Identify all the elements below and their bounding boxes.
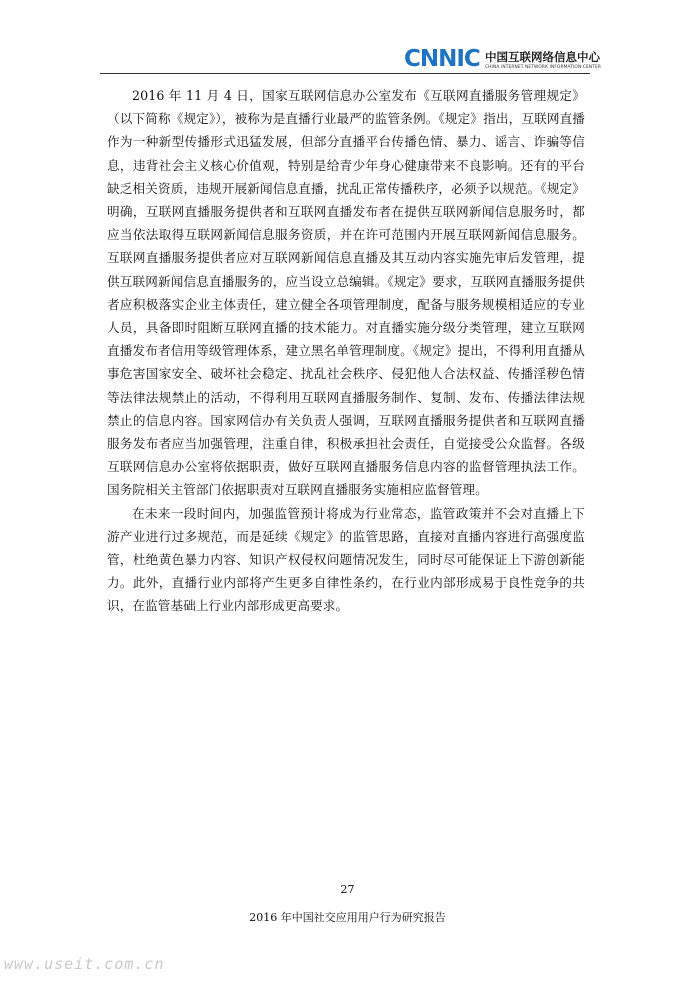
paragraph: 2016 年 11 月 4 日，国家互联网信息办公室发布《互联网直播服务管理规定》（以下简称《规定》），被称为是直播行业最严的监管条例。《规定》指出，互联网直播作为一种新型传播形式迅猛发展，但部分直播平台传播色情、暴力、谣言、诈骗等信息，违背社会主义核心价值观，特别是给青少年身心健康带来不良影响。还有的平台缺乏相关资质，违规开展新闻信息直播，扰乱正常传播秩序，必须予以规范。《规定》明确，互联网直播服务提供者和互联网直播发布者在提供互联网新闻信息服务时，都应当依法取得互联网新闻信息服务资质，并在许可范围内开展互联网新闻信息服务。互联网直播服务提供者应对互联网新闻信息直播及其互动内容实施先审后发管理，提供互联网新闻信息直播服务的，应当设立总编辑。《规定》要求，互联网直播服务提供者应积极落实企业主体责任，建立健全各项管理制度，配备与服务规模相适应的专业人员，具备即时阻断互联网直播的技术能力。对直播实施分级分类管理，建立互联网直播发布者信用等级管理体系，建立黑名单管理制度。《规定》提出，不得利用直播从事危害国家安全、破坏社会稳定、扰乱社会秩序、侵犯他人合法权益、传播淫秽色情等法律法规禁止的活动，不得利用互联网直播服务制作、复制、发布、传播法律法规禁止的信息内容。国家网信办有关负责人强调，互联网直播服务提供者和互联网直播服务发布者应当加强管理，注重自律，积极承担社会责任，自觉接受公众监督。各级互联网信息办公室将依据职责，做好互联网直播服务信息内容的监督管理执法工作。国务院相关主管部门依据职责对互联网直播服务实施相应监督管理。 — [107, 88, 585, 498]
org-name-en: CHINA INTERNET NETWORK INFORMATION CENTER — [485, 65, 601, 70]
page-number: 27 — [340, 883, 355, 896]
watermark-text: www.useit.com.cn — [4, 955, 165, 973]
org-name-cn: 中国互联网络信息中心 — [485, 50, 600, 64]
cnnic-logo-mark: CNNIC — [404, 46, 480, 72]
paragraph: 在未来一段时间内，加强监管预计将成为行业常态，监管政策并不会对直播上下游产业进行过多规范，而是延续《规定》的监管思路，直接对直播内容进行高强度监管，杜绝黄色暴力内容、知识产权侵权问题情况发生，同时尽可能保证上下游创新能力。此外，直播行业内部将产生更多自律性条约，在行业内部形成易于良性竞争的共识，在监管基础上行业内部形成更高要求。 — [107, 505, 585, 614]
cnnic-logo — [404, 46, 601, 74]
header-divider — [100, 73, 590, 74]
footer-report-title: 2016 年中国社交应用用户行为研究报告 — [249, 911, 446, 924]
body-text — [107, 84, 585, 618]
